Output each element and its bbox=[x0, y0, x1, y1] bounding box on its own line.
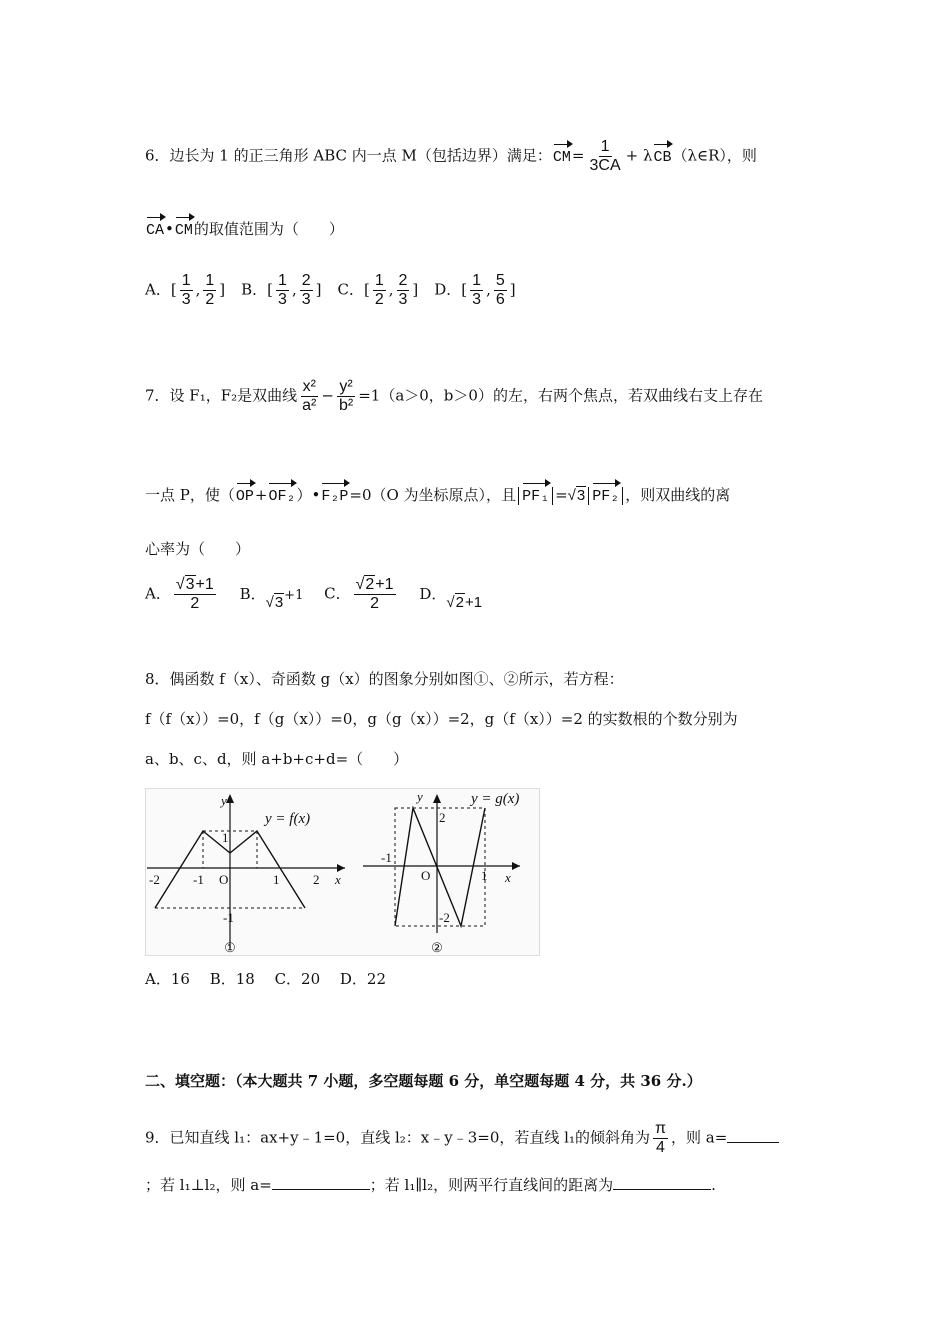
answer-blank-2[interactable] bbox=[272, 1189, 370, 1190]
num-tail: +1 bbox=[195, 576, 214, 593]
q7-line3: 心率为（ ） bbox=[145, 540, 251, 558]
q8-line3: a、b、c、d，则 a+b+c+d=（ ） bbox=[145, 750, 409, 768]
fraction-pi-4 bbox=[653, 1120, 668, 1157]
q6-option-d bbox=[434, 272, 515, 309]
option-label: C．[ bbox=[337, 280, 370, 299]
vector-cb: CB bbox=[653, 141, 671, 169]
origin-label: O bbox=[421, 868, 431, 883]
q9-text-b: ；若 l₁∥l₂，则两平行直线间的距离为 bbox=[369, 1176, 614, 1194]
option-label: B． bbox=[239, 584, 266, 603]
q7-options bbox=[145, 576, 498, 614]
vector-cm-2: CM bbox=[175, 214, 193, 242]
abs-bar bbox=[622, 487, 623, 505]
q7-text-suffix-2: ，则双曲线的离 bbox=[625, 486, 731, 504]
fraction-y2-b2 bbox=[337, 378, 355, 415]
q7-line1 bbox=[145, 378, 763, 415]
comma: , bbox=[195, 280, 201, 299]
q6-text: 6．边长为 1 的正三角形 ABC 内一点 M（包括边界）满足： bbox=[145, 146, 552, 165]
function-graphs-figure bbox=[145, 788, 540, 956]
option-fraction bbox=[373, 272, 386, 309]
tail: +1 bbox=[464, 593, 483, 611]
option-close: ] bbox=[219, 280, 226, 299]
fraction-numerator: π bbox=[654, 1120, 667, 1137]
q8-line1: 8．偶函数 f（x）、奇函数 g（x）的图象分别如图①、②所示，若方程： bbox=[145, 670, 624, 688]
fraction-numerator: x² bbox=[302, 378, 316, 395]
comma: , bbox=[486, 280, 491, 299]
sqrt: √2 bbox=[355, 576, 375, 593]
option-fraction bbox=[354, 576, 396, 613]
sqrt: √3 bbox=[175, 576, 195, 593]
tick-2: 2 bbox=[313, 872, 320, 887]
fraction-x2-a2 bbox=[300, 378, 318, 415]
fraction-denominator: 3 bbox=[181, 291, 191, 308]
equals-sign: = bbox=[571, 146, 585, 165]
vector-pf1: PF₁ bbox=[522, 480, 549, 508]
fraction-denominator: 3 bbox=[278, 291, 287, 308]
origin-label: O bbox=[219, 872, 229, 887]
num-tail: +1 bbox=[375, 576, 394, 593]
option-label: A．[ bbox=[145, 280, 177, 299]
fraction-numerator: 2 bbox=[301, 272, 311, 289]
fraction-numerator bbox=[174, 576, 216, 595]
tick-1: 1 bbox=[481, 868, 488, 883]
caption-1: ① bbox=[224, 940, 236, 955]
f-label: y = f(x) bbox=[265, 811, 311, 827]
q9-line1 bbox=[145, 1120, 779, 1157]
vector-f2p: F₂P bbox=[321, 480, 348, 508]
radicand: 3 bbox=[185, 576, 195, 593]
sqrt: √2 bbox=[446, 593, 464, 611]
comma: , bbox=[291, 280, 297, 299]
fraction-numerator: 1 bbox=[600, 138, 610, 155]
option-fraction bbox=[180, 272, 193, 309]
q9-end: . bbox=[711, 1176, 716, 1194]
x-label: x bbox=[505, 870, 511, 885]
option-label: A． bbox=[145, 584, 171, 603]
radicand: 3 bbox=[576, 487, 586, 504]
q7-option-c bbox=[324, 576, 398, 613]
sqrt-3: √3 bbox=[567, 487, 586, 504]
minus-sign: − bbox=[321, 386, 334, 405]
section-2-title: 二、填空题：（本大题共 7 小题，多空题每题 6 分，单空题每题 4 分，共 36 分.） bbox=[145, 1072, 702, 1090]
fraction-denominator: 4 bbox=[656, 1139, 665, 1156]
fraction-denominator: 3 bbox=[301, 291, 311, 308]
option-fraction bbox=[203, 272, 216, 309]
fraction-numerator bbox=[354, 576, 396, 595]
q6-text-suffix: （λ∈R），则 bbox=[672, 146, 757, 165]
sqrt: √3 bbox=[265, 593, 284, 611]
q7-text-2: 一点 P，使（ bbox=[145, 486, 235, 504]
q7-line2 bbox=[145, 480, 730, 508]
q9-text-suffix: ，则 a= bbox=[671, 1128, 728, 1147]
dot-operator: • bbox=[165, 220, 174, 238]
q7-option-d bbox=[419, 583, 482, 614]
q7-text-suffix: =1（a＞0，b＞0）的左，右两个焦点，若双曲线右支上存在 bbox=[358, 386, 763, 405]
option-label: B．[ bbox=[241, 280, 274, 299]
option-fraction bbox=[300, 272, 313, 309]
q9-text-a: ；若 l₁⊥l₂，则 a= bbox=[145, 1176, 272, 1194]
q9-text: 9．已知直线 l₁：ax+y﹣1=0，直线 l₂：x﹣y﹣3=0，若直线 l₁的倾斜角为 bbox=[145, 1128, 650, 1147]
q7-option-a bbox=[145, 576, 219, 613]
option-label: C． bbox=[324, 584, 351, 603]
fraction-numerator: 1 bbox=[472, 272, 482, 289]
abs-bar bbox=[518, 487, 519, 505]
tick-neg1: -1 bbox=[193, 872, 204, 887]
q7-text: 7．设 F₁，F₂是双曲线 bbox=[145, 386, 298, 405]
fraction-denominator: 2 bbox=[205, 291, 215, 308]
equals-sign: = bbox=[555, 486, 568, 504]
tick-yneg1: -1 bbox=[223, 910, 234, 925]
option-label: D． bbox=[419, 584, 447, 603]
vector-ca: CA bbox=[146, 214, 164, 242]
q6-line1 bbox=[145, 138, 757, 175]
option-fraction bbox=[276, 272, 289, 309]
q6-option-b bbox=[241, 272, 321, 309]
fraction-numerator: 1 bbox=[205, 272, 215, 289]
y-label: y bbox=[221, 793, 227, 808]
fraction-numerator: 1 bbox=[278, 272, 287, 289]
vector-op: OP bbox=[236, 480, 254, 508]
fraction-denominator: b² bbox=[338, 397, 354, 414]
y-label: y bbox=[417, 789, 423, 804]
fraction-denominator: 2 bbox=[190, 595, 200, 612]
q6-line2 bbox=[145, 214, 344, 242]
fraction-denominator: 2 bbox=[374, 291, 384, 308]
q7-option-b bbox=[240, 583, 304, 614]
option-fraction bbox=[470, 272, 483, 309]
dot-operator: • bbox=[311, 486, 321, 504]
vector-of2: OF₂ bbox=[268, 480, 295, 508]
tail: +1 bbox=[284, 587, 304, 603]
fraction-numerator: y² bbox=[339, 378, 353, 395]
plus-lambda: + λ bbox=[625, 146, 653, 165]
q6-option-c bbox=[337, 272, 418, 309]
option-close: ] bbox=[509, 280, 516, 299]
close-paren: ） bbox=[296, 486, 312, 504]
tick-neg1: -1 bbox=[381, 850, 392, 865]
q8-line2: f（f（x））=0，f（g（x））=0，g（g（x））=2，g（f（x））=2 的实数根的个数分别为 bbox=[145, 710, 738, 728]
radicand: 2 bbox=[365, 576, 375, 593]
fraction-denominator: 3 bbox=[398, 291, 408, 308]
fraction-denominator: 2 bbox=[370, 595, 380, 612]
option-fraction bbox=[494, 272, 507, 309]
fraction-numerator: 2 bbox=[398, 272, 408, 289]
option-close: ] bbox=[315, 280, 322, 299]
fraction-denominator: 3CA bbox=[589, 157, 621, 174]
option-fraction bbox=[397, 272, 410, 309]
abs-bar bbox=[552, 487, 553, 505]
q8-options: A．16 B．18 C．20 D．22 bbox=[145, 970, 387, 988]
q6-option-a bbox=[145, 272, 225, 309]
caption-2: ② bbox=[431, 940, 443, 955]
q7-text-mid: =0（O 为坐标原点），且 bbox=[349, 486, 517, 504]
option-fraction bbox=[174, 576, 216, 613]
plus-sign: + bbox=[254, 486, 268, 504]
fraction-denominator: 3 bbox=[472, 291, 482, 308]
q6-question-end: 的取值范围为（ ） bbox=[193, 220, 344, 238]
x-label: x bbox=[335, 872, 341, 887]
tick-neg2: -2 bbox=[149, 872, 160, 887]
option-label: D．[ bbox=[434, 280, 468, 299]
tick-1: 1 bbox=[273, 872, 280, 887]
fraction-numerator: 5 bbox=[495, 272, 505, 289]
answer-blank-1[interactable] bbox=[727, 1142, 779, 1143]
tick-y2: 2 bbox=[439, 810, 446, 825]
tick-yneg2: -2 bbox=[439, 910, 450, 925]
fraction-denominator: a² bbox=[302, 397, 317, 414]
fraction-denominator: 6 bbox=[495, 291, 505, 308]
q6-options bbox=[145, 272, 532, 309]
fraction-1-3ca bbox=[588, 138, 623, 175]
comma: , bbox=[388, 280, 394, 299]
abs-bar bbox=[588, 487, 589, 505]
q9-line2 bbox=[145, 1174, 716, 1196]
option-close: ] bbox=[412, 280, 419, 299]
tick-y1: 1 bbox=[222, 830, 229, 845]
vector-cm: CM bbox=[553, 141, 571, 169]
radicand: 2 bbox=[455, 593, 464, 611]
answer-blank-3[interactable] bbox=[613, 1189, 711, 1190]
vector-pf2: PF₂ bbox=[592, 480, 619, 508]
fraction-numerator: 1 bbox=[374, 272, 384, 289]
g-label: y = g(x) bbox=[471, 791, 520, 807]
radicand: 3 bbox=[274, 593, 284, 611]
fraction-numerator: 1 bbox=[181, 272, 191, 289]
